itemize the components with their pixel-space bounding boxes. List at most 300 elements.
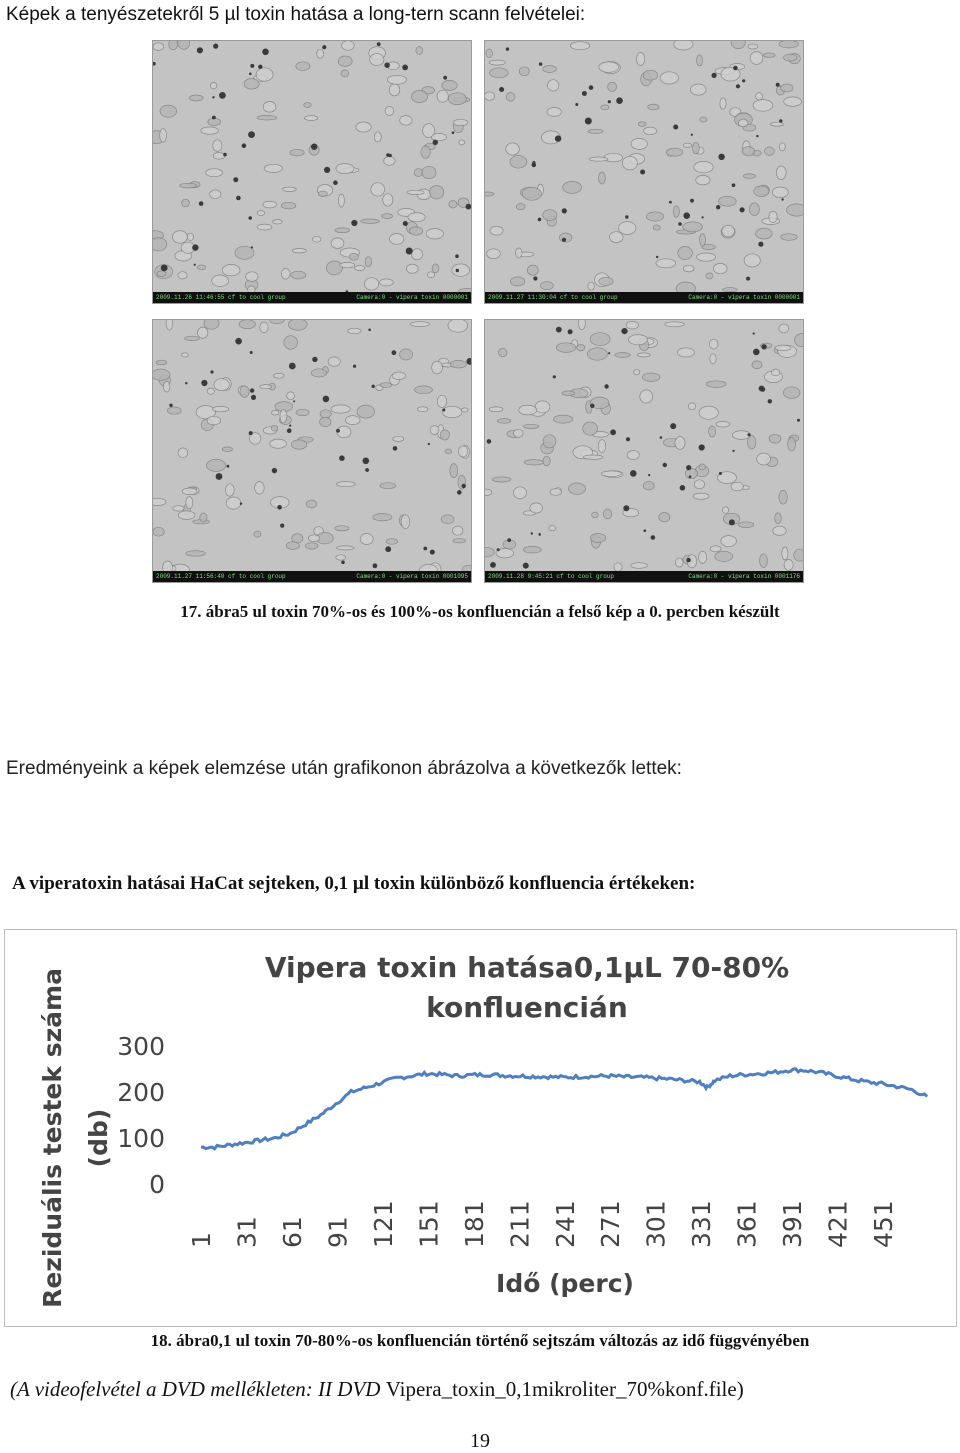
cell-shape (678, 246, 693, 259)
cell-debris (402, 65, 408, 71)
cell-shape (356, 122, 371, 132)
cell-shape (784, 54, 797, 61)
cell-shape (492, 477, 511, 482)
cell-shape (400, 349, 413, 360)
cell-debris (616, 97, 623, 104)
cell-debris (532, 161, 535, 164)
series-line (201, 1069, 927, 1149)
cell-shape (272, 410, 279, 415)
cell-shape (637, 353, 650, 357)
cell-shape (489, 60, 505, 65)
x-tick-label: 181 (459, 1200, 489, 1248)
cell-shape (273, 220, 283, 224)
x-tick-label: 391 (778, 1200, 808, 1248)
cell-shape (675, 437, 685, 450)
x-tick-label: 421 (823, 1200, 853, 1248)
cell-shape (683, 143, 692, 147)
cell-shape (291, 271, 306, 279)
cell-debris (223, 153, 227, 157)
cell-shape (201, 127, 219, 134)
cell-shape (776, 166, 786, 180)
cell-shape (706, 273, 713, 279)
x-tick-label: 31 (232, 1216, 262, 1248)
cell-debris (729, 519, 735, 525)
cell-debris (289, 425, 291, 427)
cell-debris (227, 465, 230, 468)
cell-debris (523, 563, 529, 569)
cell-debris (341, 561, 345, 565)
cell-debris (289, 363, 296, 370)
cell-shape (173, 506, 184, 511)
cell-debris (585, 118, 592, 125)
cell-debris (640, 170, 645, 175)
cell-shape (634, 370, 640, 375)
cell-shape (337, 482, 356, 487)
line-chart (4, 929, 957, 1327)
cell-shape (523, 424, 539, 428)
results-text: Eredményeink a képek elemzése után grafikonon ábrázolva a következők lettek: (6, 758, 682, 779)
cell-shape (683, 222, 703, 232)
cell-shape (714, 263, 728, 273)
cell-shape (696, 175, 710, 184)
cell-shape (337, 546, 355, 550)
cell-shape (541, 282, 554, 290)
cell-debris (797, 419, 800, 422)
cell-shape (553, 415, 573, 423)
cell-shape (422, 166, 436, 178)
cell-debris (716, 205, 720, 209)
cell-shape (429, 186, 443, 199)
cell-debris (287, 428, 292, 433)
cell-shape (530, 503, 543, 513)
cell-shape (659, 513, 670, 522)
cell-shape (673, 206, 679, 218)
cell-shape (710, 546, 721, 552)
cell-shape (153, 369, 170, 380)
cell-shape (610, 232, 624, 243)
cell-shape (583, 455, 603, 459)
x-tick-label: 91 (323, 1216, 353, 1248)
cell-shape (490, 68, 509, 78)
cell-shape (516, 248, 522, 258)
timestamp-right: Camera:0 - vipera toxin 0000001 (356, 294, 468, 301)
cell-debris (507, 538, 511, 542)
cell-shape (178, 511, 195, 520)
cell-shape (210, 190, 221, 199)
cell-shape (361, 219, 380, 223)
cell-debris (372, 385, 375, 388)
cell-debris (626, 437, 630, 441)
cell-shape (458, 446, 467, 457)
cell-shape (775, 345, 791, 351)
cell-debris (373, 563, 378, 568)
cell-debris (538, 533, 541, 536)
page-number: 19 (470, 1430, 490, 1452)
cell-shape (760, 554, 768, 568)
cell-debris (249, 73, 252, 76)
cell-shape (631, 563, 648, 569)
cell-shape (562, 391, 575, 395)
cell-shape (527, 265, 538, 275)
cell-shape (213, 153, 225, 160)
cell-shape (765, 147, 775, 155)
cell-debris (746, 277, 750, 281)
cell-shape (638, 122, 646, 127)
cell-shape (675, 558, 683, 567)
cell-debris (589, 85, 594, 90)
cell-debris (719, 472, 722, 475)
cell-debris (689, 475, 692, 478)
cell-shape (599, 172, 606, 184)
cell-debris (323, 396, 330, 403)
cell-debris (403, 221, 408, 226)
cell-shape (601, 105, 609, 110)
cell-debris (250, 64, 254, 68)
cell-shape (198, 327, 208, 338)
chart-section-heading: A viperatoxin hatásai HaCat sejteken, 0,1 µl toxin különböző konfluencia értékeken: (12, 873, 696, 894)
cell-debris (760, 387, 765, 392)
timestamp-left: 2009.11.26 11:46:55 cf to cool group (156, 294, 286, 301)
cell-debris (768, 399, 772, 403)
cell-debris (219, 92, 226, 99)
cell-shape (207, 388, 214, 394)
cell-debris (442, 409, 445, 412)
cell-debris (761, 344, 766, 349)
cell-shape (718, 196, 736, 206)
cell-debris (336, 429, 340, 433)
cell-shape (626, 321, 638, 329)
cell-shape (608, 82, 617, 91)
note-italic-text: (A videofelvétel a DVD mellékleten: II DVD (10, 1377, 386, 1401)
cell-debris (562, 238, 566, 242)
cell-shape (570, 42, 589, 50)
cell-debris (368, 329, 371, 332)
cell-debris (499, 87, 504, 92)
cell-shape (385, 106, 394, 115)
cell-shape (453, 119, 468, 125)
cell-shape (577, 345, 585, 351)
cell-debris (406, 248, 413, 255)
x-tick-label: 151 (414, 1200, 444, 1248)
cell-shape (263, 201, 277, 208)
cell-debris (250, 351, 253, 354)
cell-shape (588, 129, 603, 133)
cell-debris (691, 134, 693, 136)
cell-shape (452, 264, 470, 276)
cell-shape (590, 333, 610, 346)
cell-shape (748, 44, 758, 49)
cell-shape (700, 234, 706, 247)
cell-shape (448, 93, 466, 105)
cell-shape (206, 459, 225, 471)
cell-shape (383, 194, 393, 206)
cell-shape (588, 282, 594, 290)
cell-shape (445, 449, 452, 454)
microscopy-image-top-left (152, 40, 472, 304)
cell-shape (643, 70, 658, 80)
cell-debris (384, 63, 389, 68)
cell-shape (794, 549, 803, 561)
cell-shape (305, 543, 318, 549)
cell-debris (648, 474, 650, 476)
cell-shape (271, 425, 278, 431)
cell-shape (490, 226, 503, 235)
cell-shape (513, 487, 526, 499)
timestamp-bar (485, 292, 803, 303)
cell-debris (669, 201, 672, 204)
cell-shape (548, 80, 559, 91)
cell-debris (712, 73, 717, 78)
x-tick-label: 451 (869, 1200, 898, 1248)
cell-shape (516, 204, 525, 210)
cell-debris (702, 216, 704, 218)
cell-shape (599, 62, 619, 72)
cell-shape (160, 129, 167, 143)
cell-shape (485, 489, 492, 495)
cell-debris (212, 116, 216, 120)
cell-shape (666, 148, 683, 156)
cell-shape (453, 539, 466, 543)
cell-shape (753, 100, 773, 112)
cell-shape (506, 143, 520, 155)
cell-shape (784, 97, 802, 106)
cell-debris (553, 375, 556, 378)
cell-shape (694, 480, 704, 489)
cell-shape (427, 272, 434, 278)
cell-shape (510, 156, 527, 169)
cell-shape (213, 406, 229, 411)
cell-shape (169, 41, 178, 50)
cell-shape (437, 90, 448, 102)
cell-debris (443, 76, 447, 80)
cell-shape (178, 41, 190, 49)
intro-text: Képek a tenyészetekről 5 µl toxin hatása a long-tern scann felvételei: (6, 4, 586, 25)
cell-debris (575, 103, 578, 106)
cell-shape (592, 512, 598, 518)
cell-shape (543, 457, 550, 466)
cell-shape (750, 52, 763, 65)
cell-shape (355, 266, 365, 271)
cell-debris (377, 42, 381, 46)
cell-debris (555, 135, 561, 141)
cell-shape (331, 238, 344, 249)
cell-shape (738, 119, 748, 127)
y-axis-label: Reziduális testek száma (38, 968, 67, 1308)
cell-debris (779, 119, 782, 122)
timestamp-left: 2009.11.27 11:30:04 cf to cool group (488, 294, 618, 301)
cell-shape (380, 483, 396, 489)
cell-shape (282, 187, 296, 191)
y-tick-label: 200 (117, 1078, 165, 1107)
cell-debris (201, 380, 207, 386)
x-axis-label: Idő (perc) (496, 1269, 634, 1298)
cell-shape (543, 210, 557, 221)
cell-debris (608, 100, 611, 103)
cell-shape (167, 407, 181, 414)
cell-debris (236, 196, 241, 201)
cell-shape (409, 227, 423, 235)
cell-shape (549, 526, 556, 531)
x-tick-label: 331 (687, 1200, 717, 1248)
cell-shape (519, 67, 529, 76)
cell-debris (293, 400, 295, 402)
cell-shape (709, 339, 718, 349)
cell-shape (357, 405, 375, 418)
cell-debris (699, 444, 705, 450)
cell-shape (260, 385, 272, 389)
cell-debris (538, 218, 542, 222)
cell-debris (506, 47, 509, 50)
cell-shape (401, 515, 410, 529)
cell-shape (296, 62, 310, 71)
cell-shape (306, 500, 316, 508)
cell-debris (531, 532, 533, 534)
figure-17-caption: 17. ábra5 ul toxin 70%-os és 100%-os konfluencián a felső kép a 0. percben készült (180, 602, 780, 621)
x-tick-label: 211 (505, 1200, 535, 1248)
cell-debris (240, 503, 242, 505)
cell-debris (690, 199, 694, 203)
cell-shape (225, 484, 234, 496)
cell-shape (246, 272, 258, 282)
cell-shape (208, 118, 221, 125)
cell-debris (732, 183, 736, 187)
cell-shape (198, 265, 206, 270)
timestamp-bar (153, 571, 471, 582)
cell-shape (335, 228, 350, 233)
cell-shape (365, 257, 372, 267)
cell-shape (254, 531, 261, 537)
cell-debris (756, 135, 758, 137)
cell-shape (270, 439, 287, 448)
cell-shape (603, 509, 611, 519)
cell-shape (340, 262, 355, 267)
cell-debris (456, 269, 459, 272)
cell-debris (251, 246, 253, 248)
chart-title-line-2: konfluencián (426, 991, 628, 1024)
cell-shape (392, 372, 405, 380)
cell-shape (697, 253, 716, 261)
cell-shape (660, 72, 678, 84)
x-tick-label: 1 (187, 1232, 216, 1248)
cell-shape (226, 497, 241, 509)
cell-debris (213, 44, 218, 49)
cell-shape (393, 436, 404, 441)
cell-shape (423, 124, 435, 138)
cell-debris (733, 450, 735, 452)
cell-shape (700, 117, 707, 122)
cell-debris (608, 352, 610, 354)
cell-shape (772, 187, 788, 198)
cell-shape (432, 361, 443, 374)
cell-debris (210, 370, 213, 373)
cell-debris (212, 96, 214, 98)
cell-shape (795, 334, 803, 347)
cell-shape (448, 320, 468, 332)
cell-shape (788, 437, 796, 451)
cell-shape (365, 278, 379, 290)
cell-shape (346, 416, 361, 425)
x-tick-label: 271 (596, 1200, 626, 1248)
cell-debris (251, 395, 256, 400)
cell-shape (182, 488, 197, 495)
cell-shape (770, 122, 783, 126)
cell-shape (222, 265, 240, 276)
cell-shape (239, 320, 255, 329)
cell-debris (678, 222, 682, 226)
cell-shape (414, 169, 423, 177)
cell-shape (643, 373, 660, 381)
cell-shape (390, 234, 404, 245)
cell-shape (240, 386, 249, 398)
cell-shape (699, 551, 707, 563)
figure-18-caption: 18. ábra0,1 ul toxin 70-80%-os konfluencián történő sejtszám változás az idő függvényében (150, 1331, 810, 1350)
cell-debris (385, 546, 391, 552)
cell-shape (189, 95, 203, 101)
cell-debris (250, 388, 254, 392)
cell-shape (178, 448, 188, 458)
cell-shape (172, 231, 187, 244)
cell-shape (487, 249, 501, 259)
cell-shape (462, 408, 468, 412)
x-tick-label: 241 (550, 1200, 580, 1248)
cell-shape (615, 353, 631, 358)
cell-shape (743, 174, 756, 178)
cell-shape (437, 395, 447, 407)
cell-debris (656, 256, 658, 258)
cell-shape (185, 336, 200, 340)
cell-shape (440, 430, 449, 440)
cell-shape (328, 357, 340, 366)
cell-debris (466, 358, 471, 365)
cell-debris (651, 535, 656, 540)
cell-shape (693, 142, 700, 154)
cell-shape (706, 381, 726, 388)
cell-shape (186, 551, 206, 557)
cell-shape (235, 246, 254, 259)
timestamp-bar (153, 292, 471, 303)
cell-debris (161, 265, 168, 272)
cell-debris (322, 45, 326, 49)
cell-shape (519, 405, 537, 415)
cell-shape (543, 435, 556, 448)
cell-debris (433, 140, 438, 145)
cell-shape (693, 493, 709, 499)
cell-shape (341, 70, 349, 77)
note-filename: Vipera_toxin_0,1mikroliter_70%konf.file) (385, 1377, 744, 1401)
cell-shape (255, 482, 265, 494)
cell-debris (673, 125, 678, 130)
cell-shape (207, 416, 221, 425)
cell-debris (758, 242, 763, 247)
cell-shape (212, 275, 229, 286)
cell-shape (523, 546, 541, 553)
cell-shape (522, 187, 541, 200)
cell-shape (665, 322, 685, 327)
cell-debris (533, 276, 537, 280)
cell-debris (660, 436, 663, 439)
cell-shape (200, 513, 207, 522)
cell-shape (721, 536, 737, 547)
cell-shape (631, 138, 647, 149)
cell-shape (374, 132, 381, 142)
cell-shape (731, 482, 743, 491)
cell-shape (313, 236, 321, 242)
cell-shape (685, 468, 697, 478)
cell-shape (412, 249, 423, 260)
cell-debris (539, 62, 542, 65)
cell-debris (311, 144, 317, 150)
cell-debris (386, 153, 390, 157)
